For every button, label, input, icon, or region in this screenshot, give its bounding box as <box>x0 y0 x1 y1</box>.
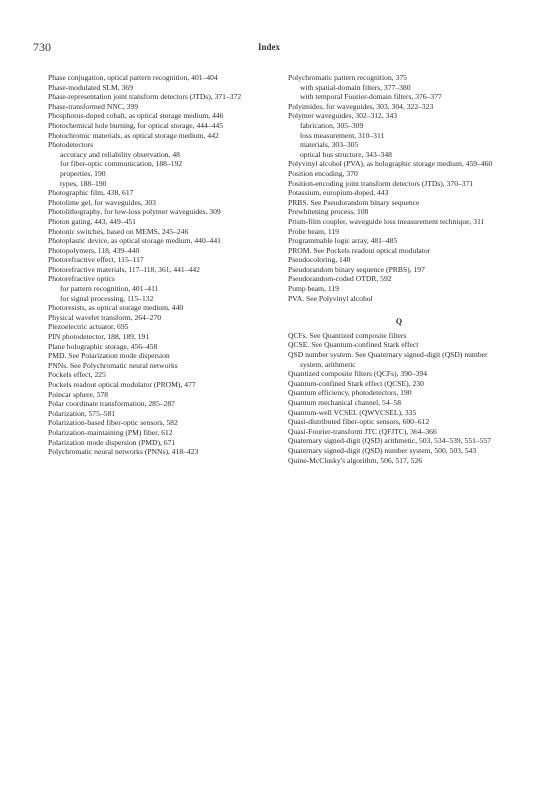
index-subentry: accuracy and reliability observation, 48 <box>60 149 180 159</box>
index-entry: Polychromatic pattern recognition, 375 <box>288 73 407 82</box>
index-entry: Pseudorandom binary sequence (PRBS), 197 <box>288 264 425 274</box>
index-entry: Phase-representation joint transform detectors (JTDs), 371–372 <box>48 92 242 102</box>
index-entry: PMD. See Polarization mode dispersion <box>48 351 170 361</box>
index-entry: Quantum mechanical channel, 54–58 <box>288 398 402 407</box>
index-entry: Polymer waveguides, 302–312, 343 <box>288 111 398 121</box>
index-entries-p <box>288 73 510 303</box>
index-entry: Prewhitening process, 108 <box>288 207 369 217</box>
index-entry: Pseudorandom-coded OTDR, 592 <box>288 274 392 284</box>
index-entry: Potassium, europium-doped, 443 <box>288 188 389 198</box>
index-entry: Physical wavelet transform, 264–270 <box>48 312 162 322</box>
index-entry: PIN photodetector, 188, 189, 191 <box>48 332 150 342</box>
running-head: Index <box>257 42 280 52</box>
index-entry: Polyimides, for waveguides, 303, 304, 322–323 <box>288 101 434 111</box>
index-entry: Quaternary signed-digit (QSD) arithmetic, 503, 534–539, 551–557 <box>288 436 492 446</box>
index-subentry: fabrication, 305–309 <box>300 120 364 130</box>
index-entry: Polar coordinate transformation, 285–287 <box>48 399 175 409</box>
section-letter-heading: Q <box>395 317 403 327</box>
index-entry: Quantized composite filters (QCFs), 390–394 <box>288 369 427 379</box>
index-entry: Photodetectors <box>48 140 94 150</box>
index-entry: PVA. See Polyvinyl alcohol <box>288 293 373 303</box>
index-subentry: for pattern recognition, 401–411 <box>60 284 159 294</box>
index-entry: Quine-McClusky's algorithm, 506, 517, 526 <box>288 455 423 465</box>
index-subentry: with spatial-domain filters, 377–380 <box>300 82 411 92</box>
index-entries-q <box>288 331 510 465</box>
index-subentry: types, 188–190 <box>60 178 107 188</box>
index-entry: Quasi-distributed fiber-optic sensors, 600–612 <box>288 417 430 427</box>
index-entry: Photopolymers, 118, 439–440 <box>48 245 140 255</box>
index-entry: Quantum efficiency, photodetectors, 190 <box>288 388 412 398</box>
page-number: 730 <box>33 40 51 54</box>
index-entry: Photochemical hole burning, for optical storage, 444–445 <box>48 120 224 130</box>
index-entry: Quaternary signed-digit (QSD) number system, 500, 503, 543 <box>288 445 477 455</box>
index-entry: Quantum-confined Stark effect (QCSE), 230 <box>288 378 424 388</box>
index-entry: Photoplastic device, as optical storage medium, 440–441 <box>48 236 221 246</box>
index-entry: Polyvinyl alcohol (PVA), as holographic storage medium, 459–460 <box>288 159 493 169</box>
index-subentry: properties, 190 <box>60 168 106 178</box>
index-entry: Polarization mode dispersion (PMD), 671 <box>48 437 176 447</box>
index-entry: Quantum-well VCSEL (QWVCSEL), 335 <box>288 407 417 417</box>
index-entry: Polychromatic neural networks (PNNs), 418–423 <box>48 447 199 457</box>
index-entry: Pockels effect, 225 <box>48 370 106 380</box>
index-entry: Quasi-Fourier-transform JTC (QFJTC), 364–366 <box>288 426 437 436</box>
index-entry: Photographic film, 438, 617 <box>48 188 134 198</box>
index-entry: Polarization-based fiber-optic sensors, 582 <box>48 418 178 428</box>
index-entry: Photorefractive optics <box>48 274 115 284</box>
index-subentry: for signal processing, 115–132 <box>60 293 154 303</box>
index-entry: Photonic switches, based on MEMS, 245–246 <box>48 226 189 236</box>
index-subentry: with temporal Fourier-domain filters, 376–377 <box>300 92 442 102</box>
index-entry: PROM. See Pockels readout optical modulator <box>288 245 431 255</box>
index-entry: Position-encoding joint transform detectors (JTDs), 370–371 <box>288 178 474 188</box>
index-entry: Photolithography, for low-loss polymer waveguides, 309 <box>48 207 221 217</box>
index-entry: Phase conjugation, optical pattern recognition, 401–404 <box>48 73 218 82</box>
index-entry: QCFs. See Quantized composite filters <box>288 330 407 340</box>
index-entry: PNNs. See Polychromatic neural networks <box>48 360 178 370</box>
index-entry: Polarization-maintaining (PM) fiber, 612 <box>48 427 173 437</box>
index-entry: Prism-film coupler, waveguide loss measurement technique, 311 <box>288 216 485 226</box>
index-entry: Poincar sphere, 578 <box>48 389 109 399</box>
index-entry: Pseudocoloring, 140 <box>288 255 351 265</box>
index-entry: Phosphorus-doped cobalt, as optical storage medium, 446 <box>48 111 224 121</box>
index-entry: PRBS. See Pseudorandom binary sequence <box>288 197 420 207</box>
index-entry: Photorefractive materials, 117–118, 361, 441–442 <box>48 264 200 274</box>
index-entry: Photochromic materials, as optical storage medium, 442 <box>48 130 219 140</box>
index-entry: Phase-modulated SLM, 369 <box>48 82 133 92</box>
index-entry: Position encoding, 370 <box>288 168 358 178</box>
index-entry: Phase-transformed NNC, 399 <box>48 101 139 111</box>
index-subentry: loss measurement, 310–311 <box>300 130 385 140</box>
index-column-right <box>288 73 510 465</box>
index-entry: Pockels readout optical modulator (PROM), 477 <box>48 380 196 389</box>
index-entry: Photolime gel, for waveguides, 303 <box>48 197 156 207</box>
index-subentry: optical bus structure, 343–348 <box>300 149 392 159</box>
index-entry: QCSE. See Quantum-confined Stark effect <box>288 340 419 350</box>
index-entry: Probe beam, 119 <box>288 226 339 236</box>
index-entry: Polarization, 575–581 <box>48 408 116 418</box>
index-entry: QSD number system. See Quaternary signed-digit (QSD) number system, arithmetic <box>288 350 488 369</box>
index-entry: Photoresists, as optical storage medium, 440 <box>48 303 184 313</box>
index-column-left <box>48 73 284 457</box>
index-entry: Piezoelectric actuator, 695 <box>48 322 129 332</box>
index-subentry: for fiber-optic communication, 188–192 <box>60 159 183 169</box>
index-entry: Plane holographic storage, 456–458 <box>48 341 158 351</box>
index-entry: Photorefractive effect, 115–117 <box>48 255 144 265</box>
index-entry: Programmable logic array, 481–485 <box>288 236 398 246</box>
index-subentry: materials, 303–305 <box>300 140 359 150</box>
index-entry: Photon gating, 443, 449–451 <box>48 216 136 226</box>
index-entry: Pump beam, 119 <box>288 284 339 294</box>
